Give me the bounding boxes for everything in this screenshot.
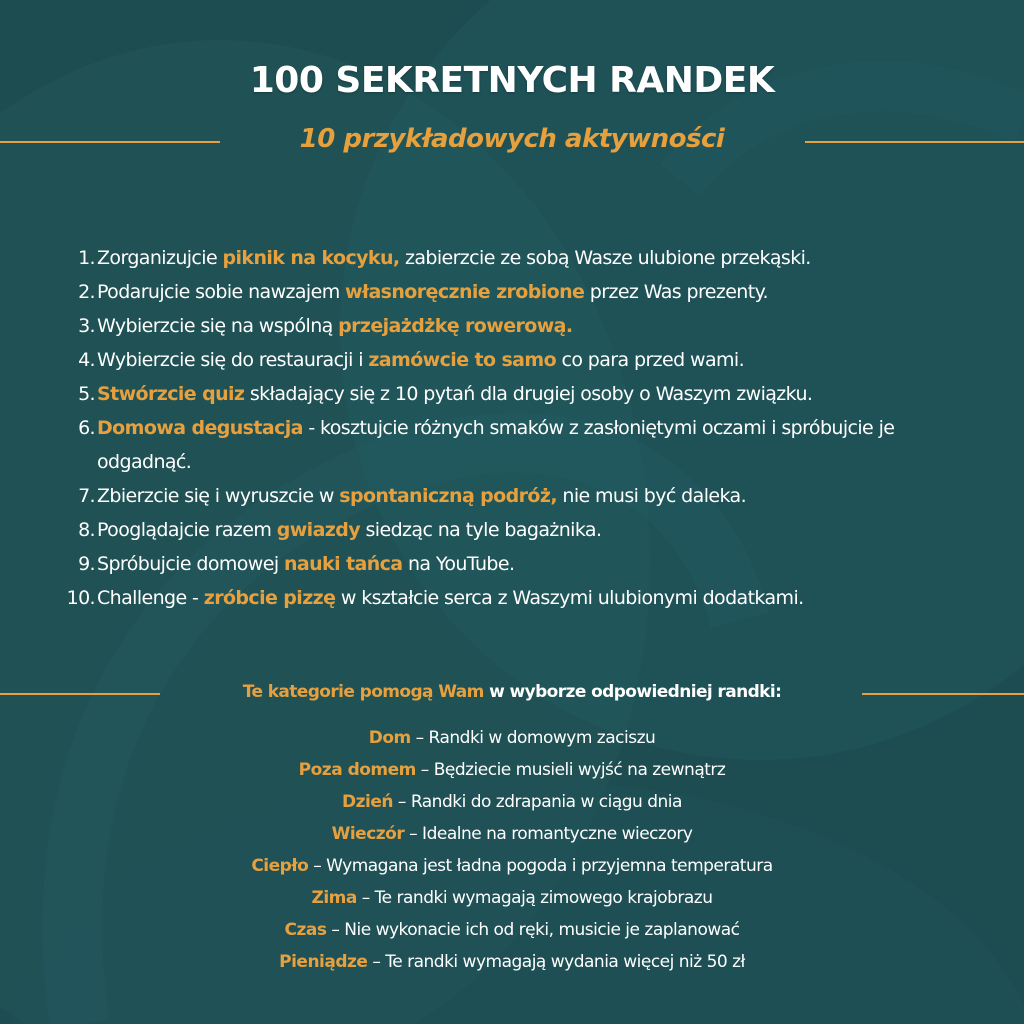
category-name: Pieniądze [279,952,368,972]
item-text: Podarujcie sobie nawzajem [97,281,346,303]
category-item [0,722,1024,754]
activities-list [0,241,1024,615]
item-text: Pooglądajcie razem [97,519,277,541]
category-name: Dom [368,728,411,748]
category-description: – Idealne na romantyczne wieczory [404,824,693,844]
category-item [0,914,1024,946]
item-text: Zbierzcie się i wyruszcie w [97,485,340,507]
category-name: Wieczór [331,824,405,844]
item-text: - kosztujcie różnych smaków z zasłoniętymi oczami i spróbujcie je odgadnąć. [97,417,895,473]
item-highlight: Stwórzcie quiz [97,383,245,405]
item-number: 5. [78,383,95,405]
item-highlight: własnoręcznie zrobione [345,281,585,303]
item-text: w kształcie serca z Waszymi ulubionymi dodatkami. [335,587,804,609]
item-text: na YouTube. [402,553,515,575]
item-number: 2. [78,281,95,303]
item-highlight: przejażdżkę rowerową. [338,315,573,337]
item-highlight: piknik na kocyku, [222,247,400,269]
list-item [0,241,1024,275]
category-item [0,818,1024,850]
list-item [0,343,1024,377]
item-highlight: Domowa degustacja [97,417,303,439]
item-text: siedząc na tyle bagażnika. [360,519,602,541]
list-item [0,377,1024,411]
item-highlight: spontaniczną podróż, [339,485,557,507]
item-highlight: zróbcie pizzę [203,587,336,609]
category-description: – Randki w domowym zaciszu [410,728,656,748]
category-name: Zima [311,888,357,908]
category-description: – Te randki wymagają wydania więcej niż 50 zł [367,952,745,972]
category-description: – Wymagana jest ładna pogoda i przyjemna temperatura [308,856,773,876]
item-text: składający się z 10 pytań dla drugiej osoby o Waszym związku. [244,383,813,405]
item-number: 8. [78,519,95,541]
item-text: Challenge - [97,587,204,609]
item-highlight: gwiazdy [276,519,361,541]
list-item [0,581,1024,615]
item-text: Zorganizujcie [97,247,223,269]
item-highlight: zamówcie to samo [368,349,557,371]
item-number: 1. [78,247,95,269]
category-description: – Będziecie musieli wyjść na zewnątrz [415,760,726,780]
list-item [0,275,1024,309]
category-name: Dzień [342,792,394,812]
item-number: 4. [78,349,95,371]
item-number: 9. [78,553,95,575]
divider-line-right [805,141,1024,143]
item-text: Spróbujcie domowej [97,553,284,575]
category-item [0,946,1024,978]
item-text: co para przed wami. [556,349,745,371]
list-item [0,309,1024,343]
list-item [0,547,1024,581]
page-subtitle: 10 przykładowych aktywności [299,124,725,154]
item-number: 10. [66,587,95,609]
category-description: – Randki do zdrapania w ciągu dnia [393,792,682,812]
item-text: zabierzcie ze sobą Wasze ulubione przekąski. [399,247,811,269]
item-text: Wybierzcie się na wspólną [97,315,339,337]
item-highlight: nauki tańca [283,553,403,575]
category-item [0,754,1024,786]
categories-heading [0,682,1024,702]
categories-heading-rest: w wyborze odpowiedniej randki: [483,682,782,702]
category-item [0,882,1024,914]
item-number: 6. [78,417,95,439]
category-description: – Te randki wymagają zimowego krajobrazu [356,888,713,908]
categories-heading-highlight: Te kategorie pomogą Wam [242,682,484,702]
categories-list [0,722,1024,978]
item-text: Wybierzcie się do restauracji i [97,349,369,371]
category-item [0,786,1024,818]
category-name: Czas [284,920,327,940]
category-name: Ciepło [251,856,309,876]
page-title: 100 SEKRETNYCH RANDEK [249,60,775,101]
category-description: – Nie wykonacie ich od ręki, musicie je zaplanować [326,920,740,940]
category-name: Poza domem [298,760,416,780]
item-number: 3. [78,315,95,337]
list-item [0,411,987,479]
list-item [0,479,1024,513]
item-text: przez Was prezenty. [584,281,768,303]
item-number: 7. [78,485,95,507]
category-item [0,850,1024,882]
divider-line-right [862,693,1024,695]
list-item [0,513,1024,547]
item-text: nie musi być daleka. [556,485,747,507]
